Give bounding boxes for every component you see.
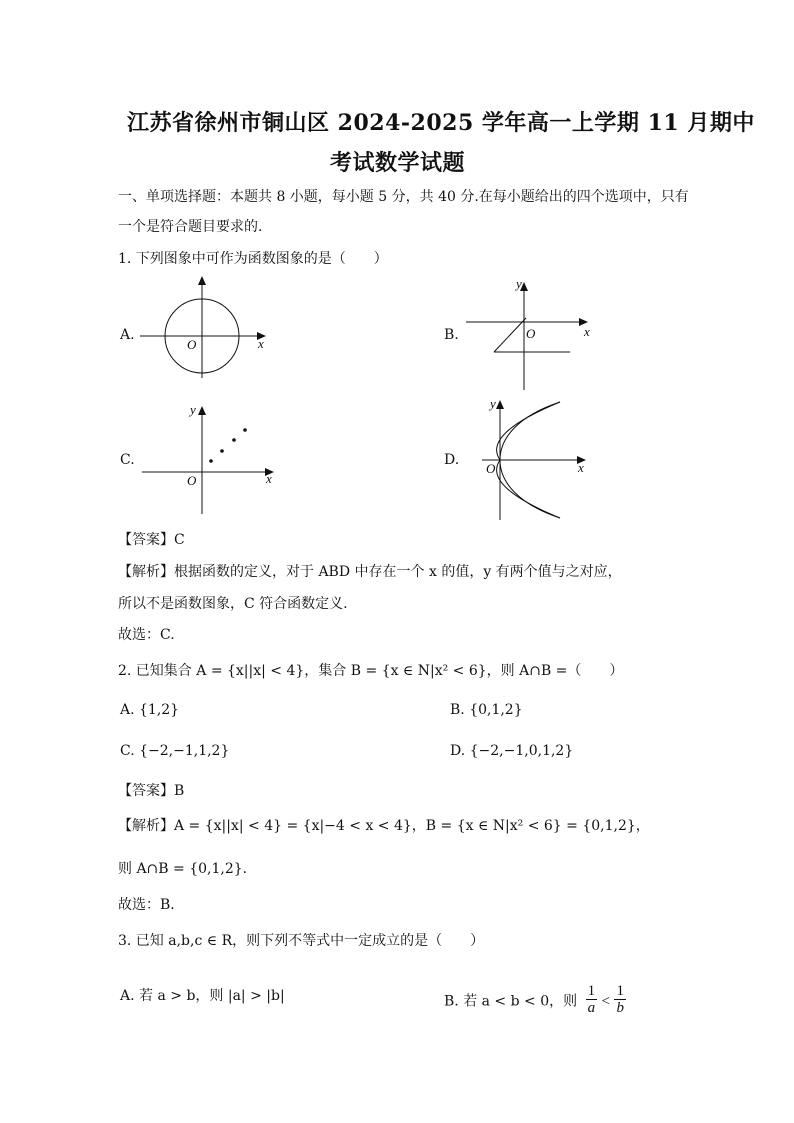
page-title-line2: 考试数学试题 <box>330 150 466 176</box>
q1-d-origin-label: O <box>486 461 496 476</box>
q2-choice: 故选：B. <box>118 897 175 913</box>
q1-a-origin-label: O <box>187 337 197 352</box>
q1-graph-c <box>138 398 282 516</box>
q2-analysis-line2: 则 A∩B = {0,1,2}. <box>118 861 248 877</box>
q3-less-than: < <box>601 993 610 1010</box>
q3-fraction-1 <box>586 983 598 1016</box>
q3-option-b-text: B. 若 a < b < 0，则 <box>444 993 578 1010</box>
q1-graph-a <box>138 270 278 380</box>
q3-option-a: A. 若 a > b，则 |a| > |b| <box>120 988 285 1004</box>
q1-graph-b <box>460 274 600 392</box>
q1-analysis-line1: 【解析】根据函数的定义，对于 ABD 中存在一个 x 的值，y 有两个值与之对应， <box>118 564 622 580</box>
q1-b-x-label: x <box>584 324 590 339</box>
q2-option-b: B. {0,1,2} <box>450 702 523 718</box>
q1-b-y-label: y <box>516 276 522 291</box>
q3-fraction-2-numerator: 1 <box>616 983 624 999</box>
question-1-stem: 1. 下列图象中可作为函数图象的是（ ） <box>118 251 388 267</box>
q1-c-origin-label: O <box>187 473 197 488</box>
q3-option-b <box>444 985 626 1018</box>
question-2-stem: 2. 已知集合 A = {x||x| < 4}，集合 B = {x ∈ N|x² < 6}，则 A∩B =（ ） <box>118 663 624 679</box>
q1-c-x-label: x <box>266 471 272 486</box>
q2-option-a: A. {1,2} <box>120 702 180 718</box>
q2-option-d: D. {−2,−1,0,1,2} <box>450 743 574 759</box>
q1-option-b-label: B. <box>444 327 459 343</box>
section-heading-line1: 一、单项选择题：本题共 8 小题，每小题 5 分，共 40 分.在每小题给出的四个选项中，只有 <box>118 189 689 205</box>
q1-option-c-label: C. <box>120 452 135 468</box>
q1-answer: 【答案】C <box>118 532 185 548</box>
q1-c-y-label: y <box>190 402 196 417</box>
q1-choice: 故选：C. <box>118 627 175 643</box>
section-heading-line2: 一个是符合题目要求的. <box>118 219 263 235</box>
page-title-line1: 江苏省徐州市铜山区 2024-2025 学年高一上学期 11 月期中 <box>127 110 755 136</box>
q1-option-a-label: A. <box>120 327 135 343</box>
q3-fraction-2-denominator: b <box>616 1000 624 1016</box>
q1-a-x-label: x <box>258 336 264 351</box>
question-3-stem: 3. 已知 a,b,c ∈ R，则下列不等式中一定成立的是（ ） <box>118 933 485 949</box>
q1-b-origin-label: O <box>526 326 536 341</box>
q2-answer: 【答案】B <box>118 783 185 799</box>
q3-fraction-2 <box>614 983 626 1016</box>
q3-fraction-1-numerator: 1 <box>587 983 596 999</box>
q1-graph-d <box>478 394 594 522</box>
q1-option-d-label: D. <box>444 452 460 468</box>
q1-d-x-label: x <box>578 460 584 475</box>
q1-analysis-line2: 所以不是函数图象，C 符合函数定义. <box>118 596 348 612</box>
q2-option-c: C. {−2,−1,1,2} <box>120 743 230 759</box>
q2-analysis-line1: 【解析】A = {x||x| < 4} = {x|−4 < x < 4}，B = {x ∈ N|x² < 6} = {0,1,2}， <box>118 818 650 834</box>
q3-fraction-1-denominator: a <box>587 1000 596 1016</box>
q1-d-y-label: y <box>490 396 496 411</box>
